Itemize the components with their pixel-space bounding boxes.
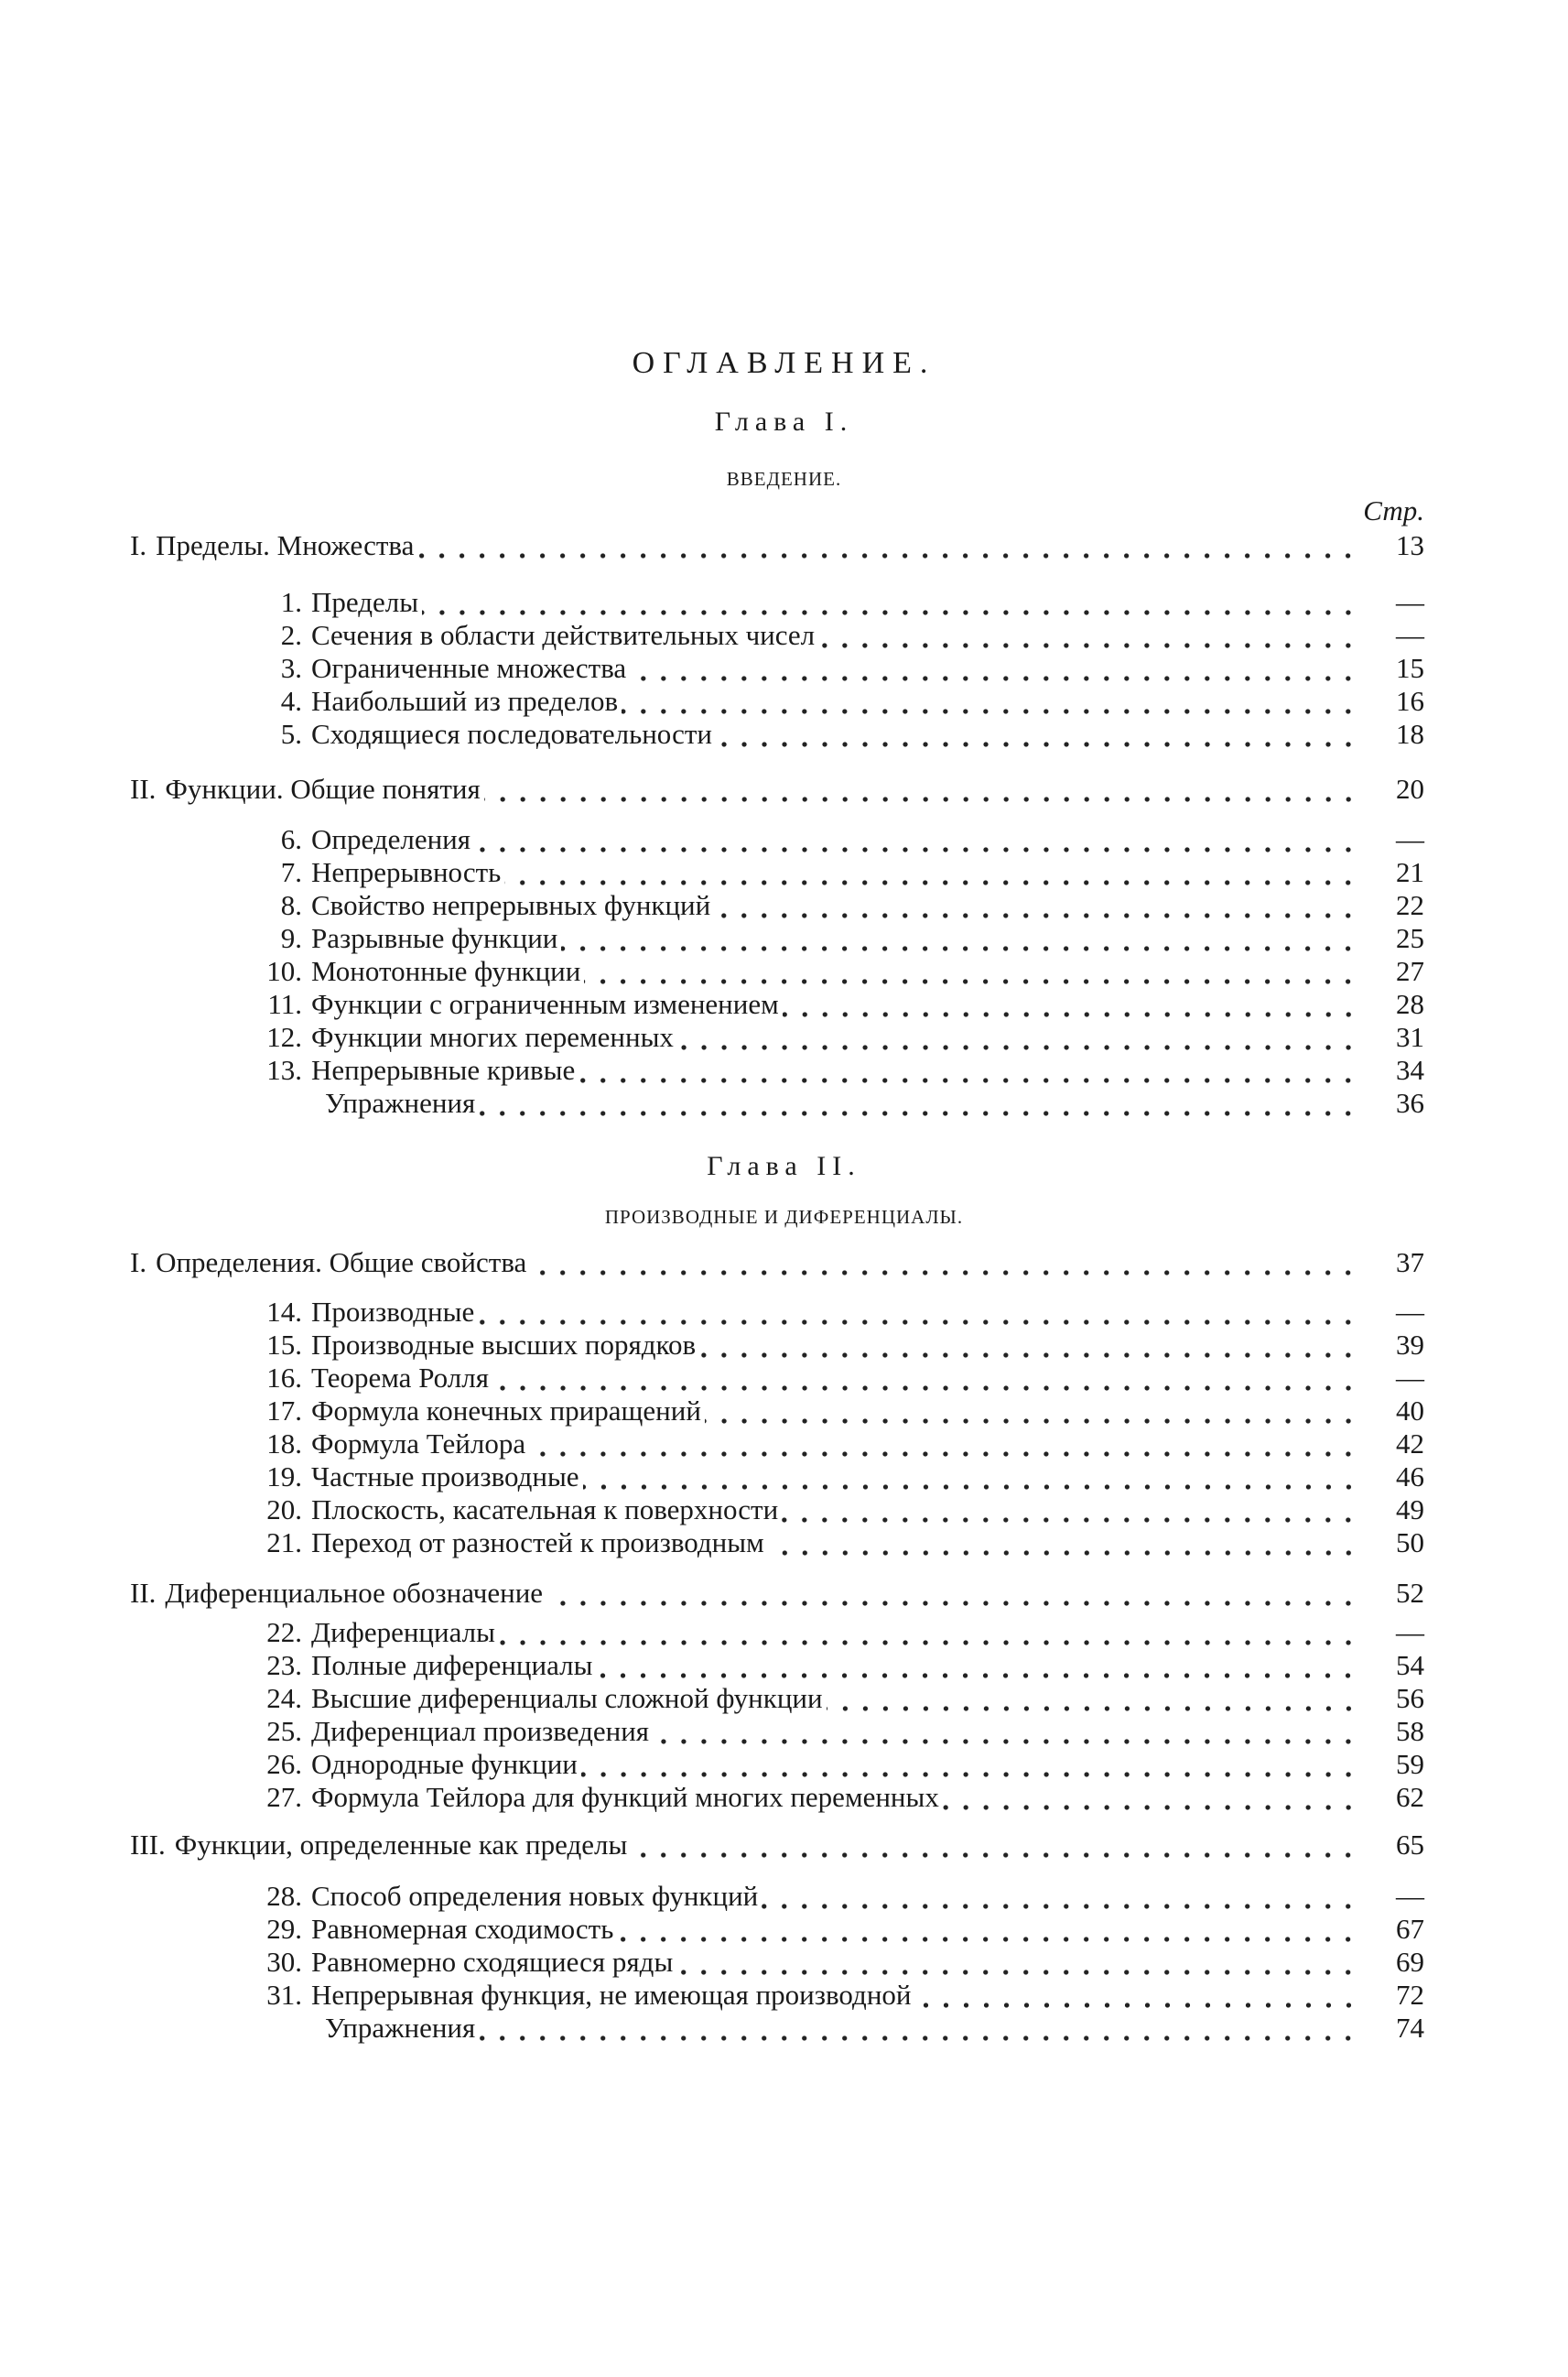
entry-title: Сходящиеся последовательности [311, 718, 712, 750]
entry-page-number: 20 [1396, 773, 1424, 805]
entry-title: Частные производные [311, 1460, 579, 1492]
entry-page-number: 13 [1396, 529, 1424, 561]
entry-page-number: 27 [1396, 955, 1424, 987]
entry-page-number: 22 [1396, 889, 1424, 921]
entry-page-number: 31 [1396, 1021, 1424, 1053]
entry-page-number: 40 [1396, 1395, 1424, 1427]
entry-page-number: 69 [1396, 1946, 1424, 1978]
entry-title: Сечения в области действительных чисел [311, 619, 816, 651]
entry-number: 4. [280, 685, 302, 717]
entry-title: Формула Тейлора [311, 1427, 526, 1460]
chapter-2-subtitle: ПРОИЗВОДНЫЕ И ДИФЕРЕНЦИАЛЫ. [604, 1206, 964, 1228]
dot-leader [782, 1493, 1358, 1526]
entry-number: 8. [280, 889, 302, 921]
entry-page-number: — [1396, 586, 1424, 618]
entry-title: Однородные функции [311, 1748, 578, 1780]
dot-leader [499, 1616, 1358, 1649]
entry-page-number: 39 [1396, 1329, 1424, 1361]
dot-leader [716, 718, 1358, 751]
entry-title: Диференциал произведения [311, 1715, 650, 1747]
entry-page-number: 67 [1396, 1913, 1424, 1945]
entry-title: Формула Тейлора для функций многих переменных [311, 1781, 939, 1813]
page-column-label: Стр. [1363, 494, 1424, 526]
entry-page-number: 58 [1396, 1715, 1424, 1747]
entry-page-number: — [1396, 619, 1424, 651]
entry-number: 12. [266, 1021, 302, 1053]
exercises-entry[interactable] [130, 2012, 1424, 2045]
dot-leader [699, 1329, 1358, 1362]
entry-title: Функции многих переменных [311, 1021, 674, 1053]
entry-number: 10. [266, 955, 302, 987]
dot-leader [596, 1649, 1358, 1682]
toc-entry[interactable] [130, 1054, 1424, 1087]
section-heading[interactable] [130, 1246, 1424, 1279]
entry-title: Разрывные функции [311, 922, 558, 954]
toc-entry[interactable] [130, 823, 1424, 856]
entry-number: 17. [266, 1395, 302, 1427]
dot-leader [579, 1054, 1358, 1087]
entry-number: 23. [266, 1649, 302, 1681]
entry-page-number: 28 [1396, 988, 1424, 1020]
toc-entry[interactable] [130, 1296, 1424, 1329]
toc-entry[interactable] [130, 718, 1424, 751]
toc-entry[interactable] [130, 1493, 1424, 1526]
toc-entry[interactable] [130, 1616, 1424, 1649]
dot-leader [677, 1021, 1358, 1054]
toc-entry[interactable] [130, 1682, 1424, 1715]
entry-title: Непрерывность [311, 856, 502, 888]
entry-number: 7. [280, 856, 302, 888]
entry-title: Определения. Общие свойства [156, 1246, 527, 1278]
dot-leader [783, 988, 1358, 1021]
entry-number: 22. [266, 1616, 302, 1648]
dot-leader [584, 955, 1358, 988]
section-heading[interactable] [130, 1829, 1424, 1861]
toc-entry[interactable] [130, 1715, 1424, 1748]
entry-page-number: 21 [1396, 856, 1424, 888]
dot-leader [530, 1246, 1358, 1279]
entry-number: 1. [280, 586, 302, 618]
dot-leader [622, 685, 1358, 718]
toc-entry[interactable] [130, 889, 1424, 922]
dot-leader [915, 1979, 1359, 2012]
entry-number: 19. [266, 1460, 302, 1492]
dot-leader [653, 1715, 1358, 1748]
entry-number: 20. [266, 1493, 302, 1525]
entry-title: Равномерная сходимость [311, 1913, 614, 1945]
entry-number: 29. [266, 1913, 302, 1945]
entry-number: 28. [266, 1880, 302, 1912]
dot-leader [943, 1781, 1358, 1814]
entry-page-number: 36 [1396, 1087, 1424, 1119]
entry-number: 26. [266, 1748, 302, 1780]
entry-page-number: 16 [1396, 685, 1424, 717]
entry-title: Диференциальное обозначение [165, 1577, 544, 1609]
toc-entry[interactable] [130, 1880, 1424, 1913]
entry-title: Непрерывные кривые [311, 1054, 576, 1086]
entry-number: III. [130, 1829, 166, 1861]
entry-number: 13. [266, 1054, 302, 1086]
entry-number: 14. [266, 1296, 302, 1328]
entry-page-number: 18 [1396, 718, 1424, 750]
dot-leader [422, 586, 1358, 619]
entry-title: Полные диференциалы [311, 1649, 593, 1681]
entry-number: II. [130, 1577, 157, 1609]
entry-number: II. [130, 773, 157, 805]
toc-entry[interactable] [130, 988, 1424, 1021]
entry-page-number: 65 [1396, 1829, 1424, 1861]
entry-title: Пределы [311, 586, 419, 618]
entry-title: Плоскость, касательная к поверхности [311, 1493, 779, 1525]
toc-entry[interactable] [130, 1021, 1424, 1054]
toc-entry[interactable] [130, 1748, 1424, 1781]
entry-title: Производные [311, 1296, 475, 1328]
entry-page-number: 15 [1396, 652, 1424, 684]
dot-leader [617, 1913, 1358, 1946]
dot-leader [827, 1682, 1358, 1715]
entry-page-number: 50 [1396, 1526, 1424, 1558]
entry-page-number: 72 [1396, 1979, 1424, 2011]
exercises-entry[interactable] [130, 1087, 1424, 1120]
toc-entry[interactable] [130, 856, 1424, 889]
dot-leader [705, 1395, 1358, 1427]
dot-leader [676, 1946, 1358, 1979]
entry-page-number: — [1396, 1616, 1424, 1648]
entry-number: 11. [267, 988, 302, 1020]
toc-entry[interactable] [130, 586, 1424, 619]
entry-page-number: 54 [1396, 1649, 1424, 1681]
entry-number: 21. [266, 1526, 302, 1558]
dot-leader [479, 1087, 1358, 1120]
entry-title: Диференциалы [311, 1616, 495, 1648]
entry-page-number: 37 [1396, 1246, 1424, 1278]
entry-title: Формула конечных приращений [311, 1395, 701, 1427]
entry-number: 31. [266, 1979, 302, 2011]
dot-leader [581, 1748, 1358, 1781]
toc-entry[interactable] [130, 922, 1424, 955]
chapter-2-label: Глава II. [707, 1151, 861, 1181]
chapter-2-contents [130, 1246, 1424, 2045]
entry-number: 2. [280, 619, 302, 651]
entry-title: Пределы. Множества [156, 529, 415, 561]
entry-number: 27. [266, 1781, 302, 1813]
chapter-1-contents [130, 529, 1424, 1120]
entry-number: 16. [266, 1362, 302, 1394]
entry-title: Ограниченные множества [311, 652, 627, 684]
entry-number: I. [130, 1246, 147, 1278]
entry-page-number: 56 [1396, 1682, 1424, 1714]
dot-leader [492, 1362, 1358, 1395]
toc-entry[interactable] [130, 1329, 1424, 1362]
dot-leader [561, 922, 1358, 955]
entry-title: Упражнения [325, 1087, 476, 1119]
toc-entry[interactable] [130, 685, 1424, 718]
entry-title: Теорема Ролля [311, 1362, 489, 1394]
toc-entry[interactable] [130, 1913, 1424, 1946]
entry-title: Функции с ограниченным изменением [311, 988, 779, 1020]
entry-number: 6. [280, 823, 302, 855]
toc-entry[interactable] [130, 1946, 1424, 1979]
entry-title: Свойство непрерывных функций [311, 889, 711, 921]
dot-leader [714, 889, 1358, 922]
dot-leader [546, 1577, 1358, 1610]
entry-page-number: 42 [1396, 1427, 1424, 1460]
dot-leader [631, 1829, 1358, 1861]
entry-title: Определения [311, 823, 471, 855]
toc-entry[interactable] [130, 1362, 1424, 1395]
dot-leader [762, 1880, 1358, 1913]
dot-leader [818, 619, 1358, 652]
entry-title: Способ определения новых функций [311, 1880, 759, 1912]
entry-number: 30. [266, 1946, 302, 1978]
entry-number: 3. [280, 652, 302, 684]
section-heading[interactable] [130, 1577, 1424, 1610]
dot-leader [484, 773, 1358, 806]
entry-page-number: 74 [1396, 2012, 1424, 2044]
entry-number: 15. [266, 1329, 302, 1361]
chapter-1-label: Глава I. [714, 407, 854, 437]
entry-title: Монотонные функции [311, 955, 581, 987]
dot-leader [583, 1460, 1358, 1493]
entry-page-number: 49 [1396, 1493, 1424, 1525]
toc-entry[interactable] [130, 955, 1424, 988]
entry-title: Непрерывная функция, не имеющая производной [311, 1979, 912, 2011]
toc-entry[interactable] [130, 1979, 1424, 2012]
toc-entry[interactable] [130, 1395, 1424, 1427]
entry-page-number: 62 [1396, 1781, 1424, 1813]
entry-page-number: 34 [1396, 1054, 1424, 1086]
entry-number: 25. [266, 1715, 302, 1747]
dot-leader [630, 652, 1358, 685]
entry-title: Упражнения [325, 2012, 476, 2044]
toc-entry[interactable] [130, 652, 1424, 685]
toc-entry[interactable] [130, 1460, 1424, 1493]
entry-title: Производные высших порядков [311, 1329, 697, 1361]
toc-entry[interactable] [130, 619, 1424, 652]
entry-page-number: — [1396, 823, 1424, 855]
entry-title: Наибольший из пределов [311, 685, 619, 717]
entry-number: 5. [280, 718, 302, 750]
dot-leader [478, 1296, 1358, 1329]
section-heading[interactable] [130, 529, 1424, 562]
entry-page-number: 52 [1396, 1577, 1424, 1609]
entry-page-number: 59 [1396, 1748, 1424, 1780]
entry-page-number: — [1396, 1880, 1424, 1912]
toc-entry[interactable] [130, 1526, 1424, 1559]
entry-title: Равномерно сходящиеся ряды [311, 1946, 674, 1978]
dot-leader [768, 1526, 1358, 1559]
toc-title: ОГЛАВЛЕНИЕ. [632, 346, 936, 380]
dot-leader [479, 2012, 1358, 2045]
dot-leader [529, 1427, 1358, 1460]
entry-page-number: 46 [1396, 1460, 1424, 1492]
entry-number: 9. [280, 922, 302, 954]
entry-title: Функции, определенные как пределы [174, 1829, 628, 1861]
entry-number: 18. [266, 1427, 302, 1460]
entry-page-number: 25 [1396, 922, 1424, 954]
entry-title: Функции. Общие понятия [165, 773, 481, 805]
entry-page-number: — [1396, 1362, 1424, 1394]
entry-title: Высшие диференциалы сложной функции [311, 1682, 823, 1714]
section-heading[interactable] [130, 773, 1424, 806]
entry-number: I. [130, 529, 147, 561]
toc-entry[interactable] [130, 1781, 1424, 1814]
dot-leader [504, 856, 1358, 889]
entry-page-number: — [1396, 1296, 1424, 1328]
toc-entry[interactable] [130, 1649, 1424, 1682]
toc-entry[interactable] [130, 1427, 1424, 1460]
entry-number: 24. [266, 1682, 302, 1714]
dot-leader [417, 529, 1358, 562]
dot-leader [474, 823, 1358, 856]
entry-title: Переход от разностей к производным [311, 1526, 764, 1558]
chapter-1-subtitle: ВВЕДЕНИЕ. [726, 468, 842, 490]
